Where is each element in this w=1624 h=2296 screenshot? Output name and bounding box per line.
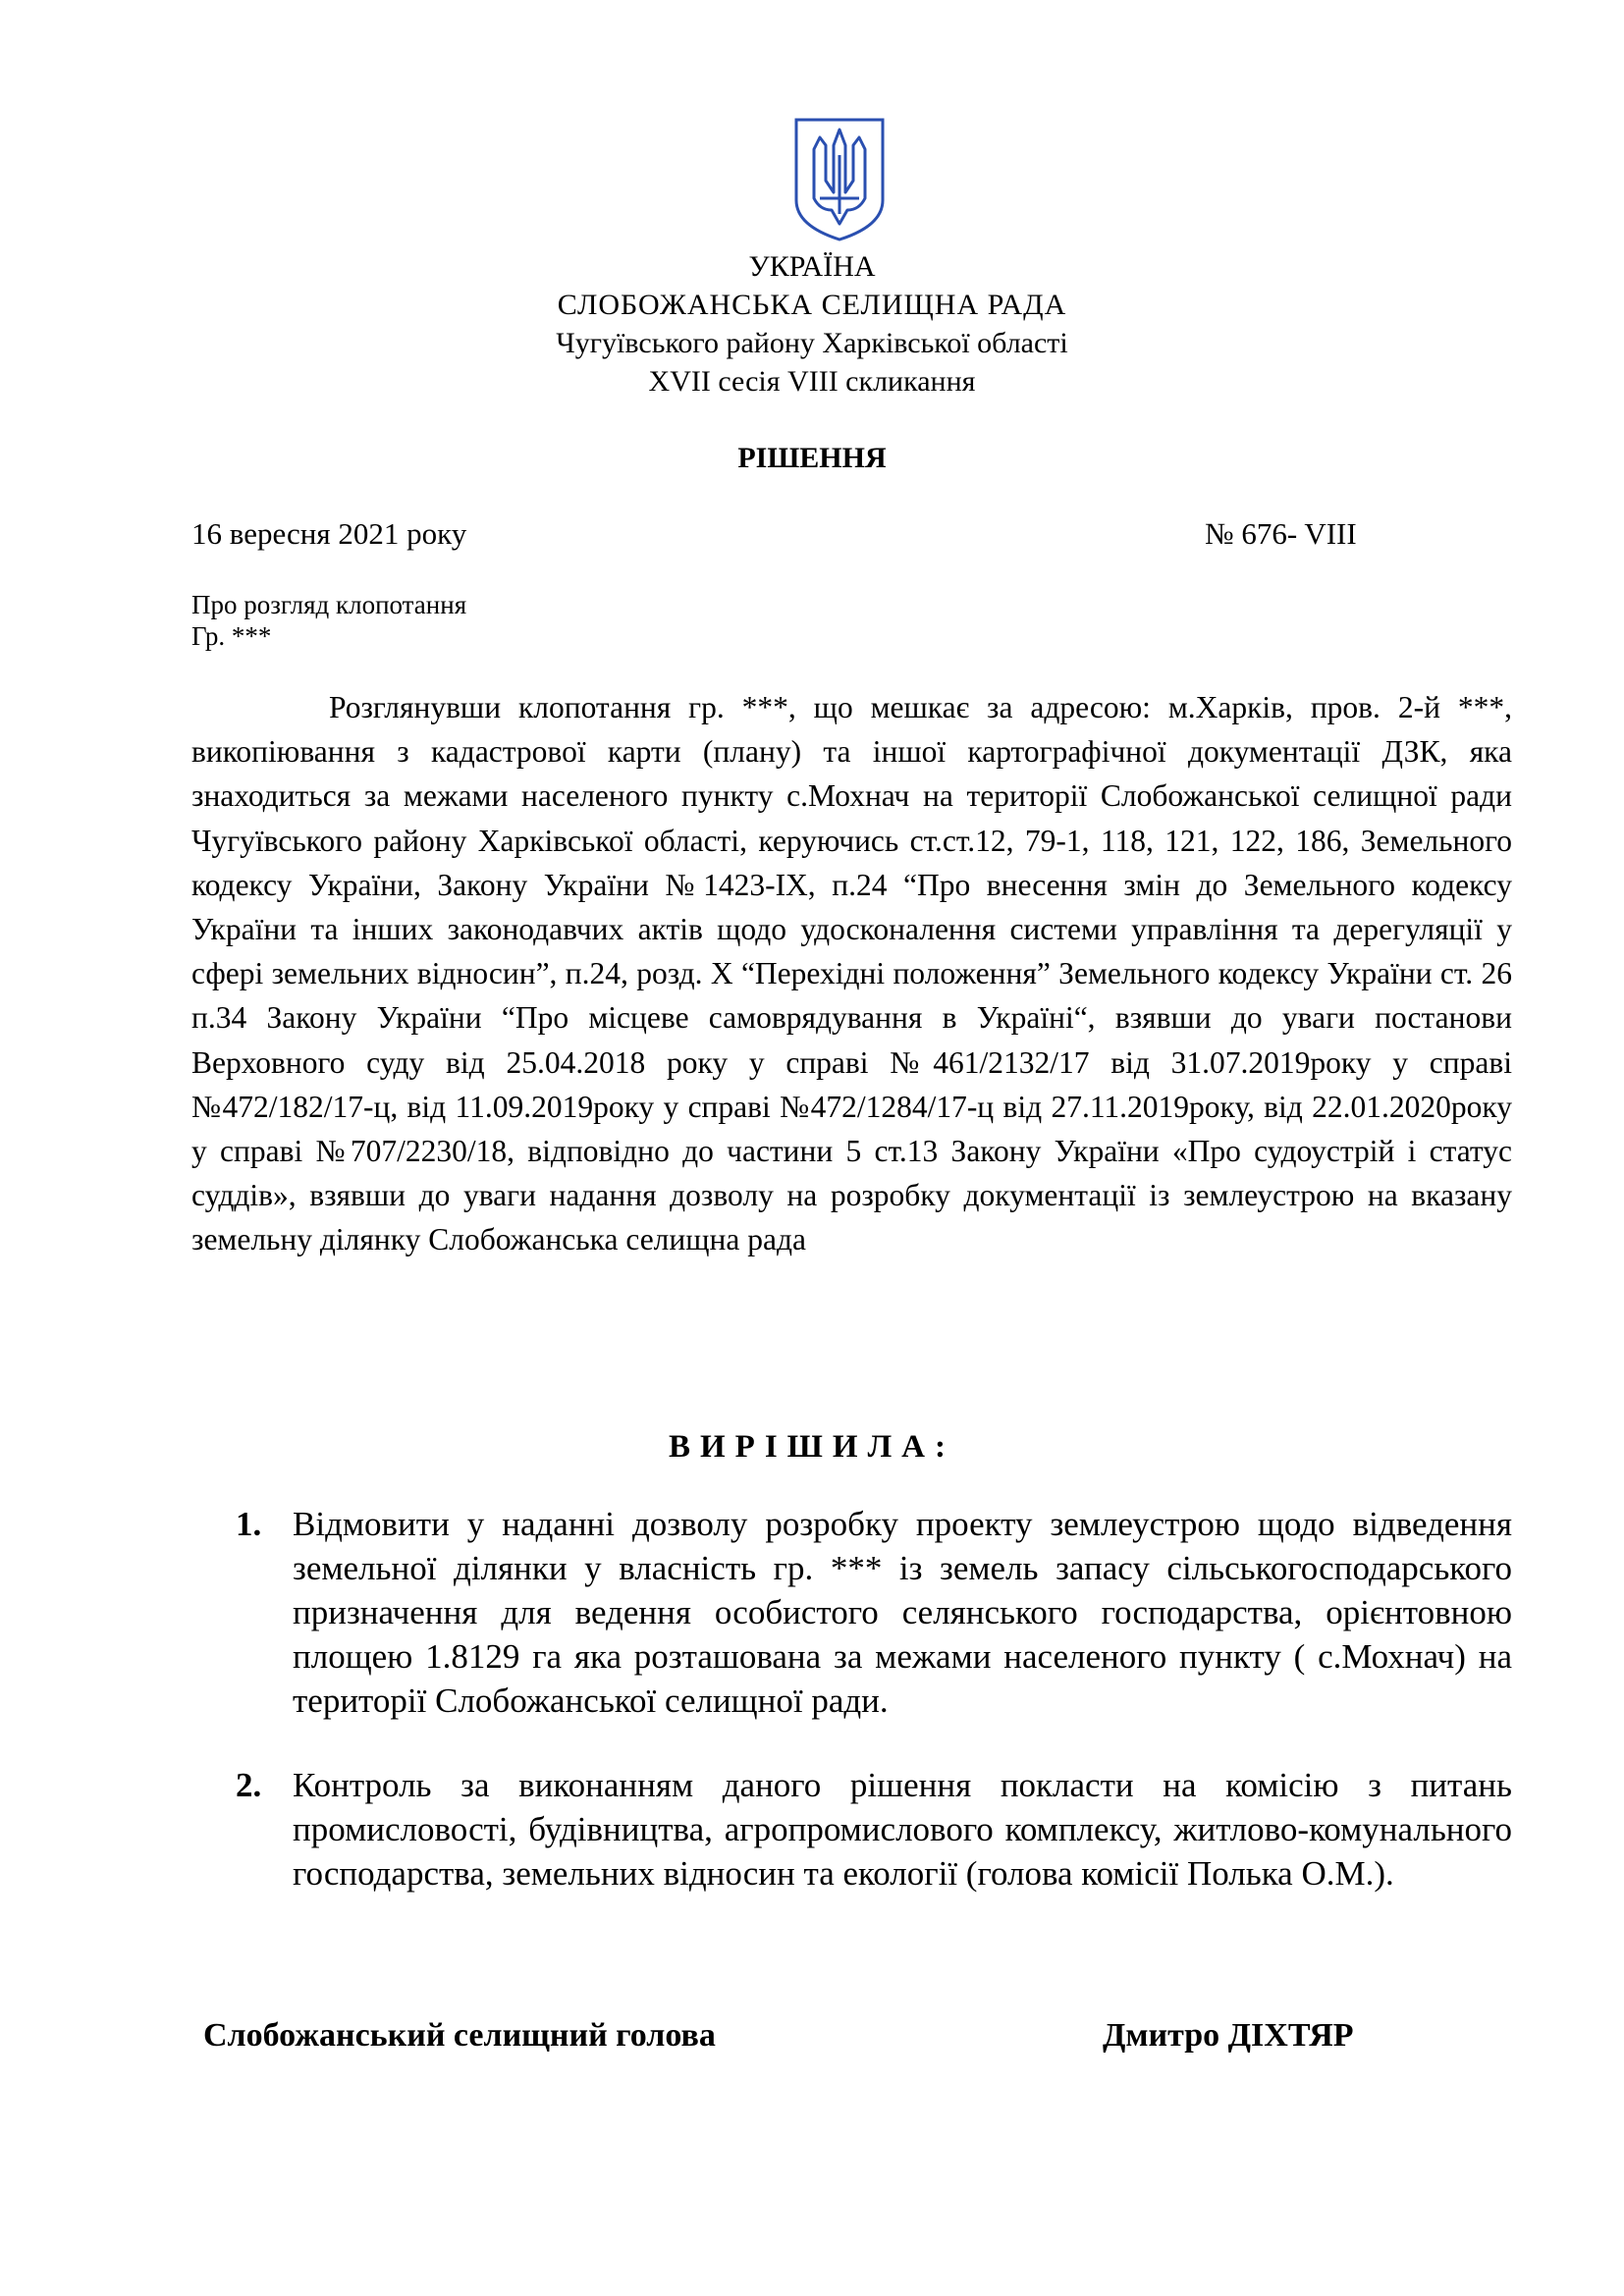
document-type: РІШЕННЯ — [737, 442, 887, 474]
item-number: 2. — [236, 1766, 262, 1804]
item-number: 1. — [236, 1505, 262, 1543]
council-name: СЛОБОЖАНСЬКА СЕЛИЩНА РАДА — [557, 289, 1067, 321]
coat-of-arms-icon — [790, 116, 889, 243]
session-info: XVII сесія VIII скликання — [648, 365, 976, 398]
item-text: Контроль за виконанням даного рішення покласти на комісію з питань промисловості, будівництва, агропромислового комплексу, житлово-комунального господарства, земельних відносин та екології (голова комісії Полька О.М.). — [293, 1766, 1512, 1893]
subject-line-1: Про розгляд клопотання — [191, 590, 467, 619]
signature-name: Дмитро ДІХТЯР — [1103, 2017, 1354, 2054]
item-text: Відмовити у наданні дозволу розробку проекту землеустрою щодо відведення земельної ділянки у власність гр. *** із земель запасу сільськогосподарського призначення для ведення особистого селянського господарства, орієнтовною площею 1.8129 га яка розташована за межами населеного пункту ( с.Мохнач) на території Слобожанської селищної ради. — [293, 1505, 1512, 1720]
decision-item-1 — [236, 1502, 1512, 1723]
decision-item-2 — [236, 1763, 1512, 1896]
decision-heading: ВИРІШИЛА: — [669, 1429, 955, 1465]
signature-position: Слобожанський селищний голова — [203, 2017, 716, 2054]
region-name: Чугуївського району Харківської області — [556, 327, 1068, 359]
document-number: № 676- VIII — [1205, 516, 1357, 551]
subject-line-2: Гр. *** — [191, 621, 272, 651]
country-name: УКРАЇНА — [748, 250, 876, 283]
document-date: 16 вересня 2021 року — [191, 516, 467, 551]
body-paragraph: Розглянувши клопотання гр. ***, що мешкає за адресою: м.Харків, пров. 2-й ***, викопіювання з кадастрової карти (плану) та іншої картографічної документації ДЗК, яка знаходиться за межами населеного пункту с.Мохнач на території Слобожанської селищної ради Чугуївського району Харківської області, керуючись ст.ст.12, 79-1, 118, 121, 122, 186, Земельного кодексу України, Закону України №1423-IX, п.24 “Про внесення змін до Земельного кодексу України та інших законодавчих актів щодо удосконалення системи управління та дерегуляції у сфері земельних відносин”, п.24, розд. X “Перехідні положення” Земельного кодексу України ст. 26 п.34 Закону України “Про місцеве самоврядування в Україні“, взявши до уваги постанови Верховного суду від 25.04.2018 року у справі №461/2132/17 від 31.07.2019року у справі №472/182/17-ц, від 11.09.2019року у справі №472/1284/17-ц від 27.11.2019року, від 22.01.2020року у справі №707/2230/18, відповідно до частини 5 ст.13 Закону України «Про судоустрій і статус суддів», взявши до уваги надання дозволу на розробку документації із землеустрою на вказану земельну ділянку Слобожанська селищна рада — [191, 690, 1512, 1257]
